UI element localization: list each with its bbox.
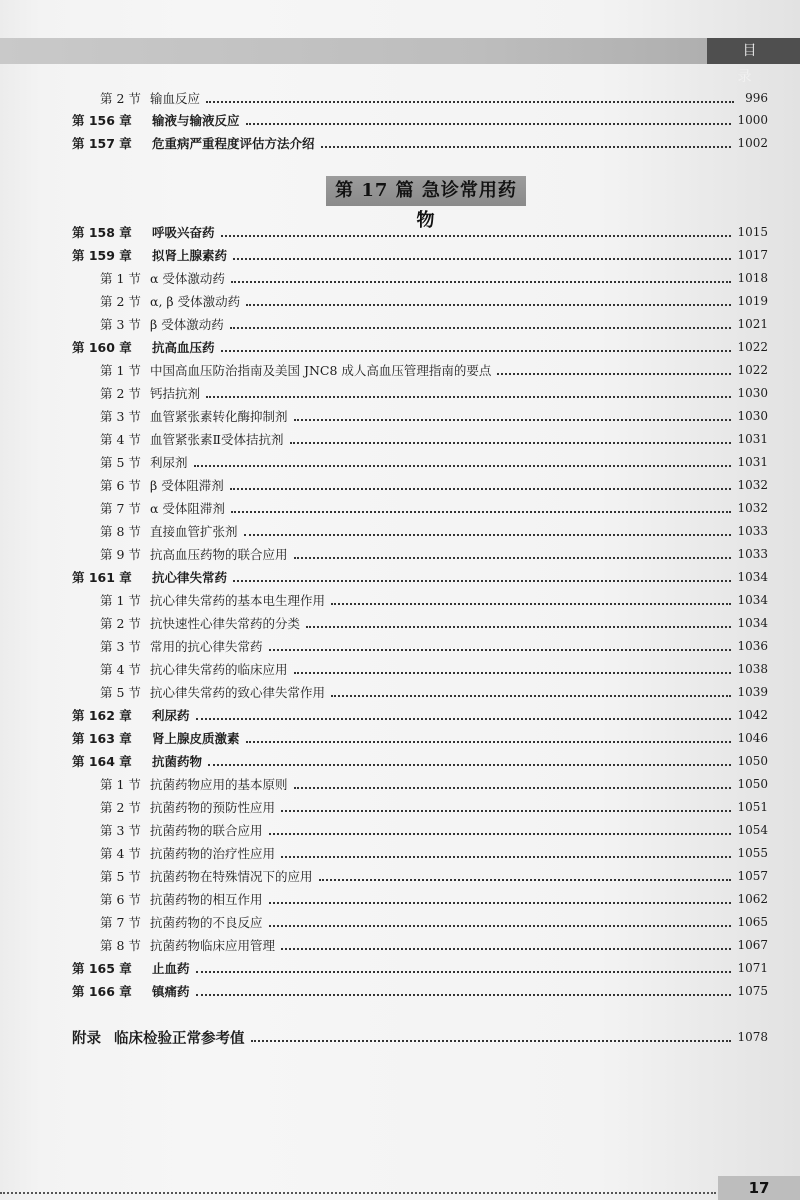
- chapter-number: 第 159 章: [72, 248, 132, 263]
- entry-title: 危重病严重程度评估方法介绍: [152, 136, 315, 151]
- entry-title: β 受体激动药: [150, 317, 224, 332]
- page-number: 1022: [737, 363, 768, 377]
- entry-title: 直接血管扩张剂: [150, 524, 238, 539]
- toc-section-entry[interactable]: [100, 291, 768, 311]
- section-number: 第 5 节: [100, 869, 141, 884]
- section-number: 第 2 节: [100, 616, 141, 631]
- dot-leader: [269, 925, 732, 927]
- entry-title: 抗快速性心律失常药的分类: [150, 616, 301, 631]
- page-number: 1050: [737, 777, 768, 791]
- entry-title: 抗菌药物应用的基本原则: [150, 777, 288, 792]
- section-number: 第 3 节: [100, 639, 141, 654]
- toc-section-entry[interactable]: [100, 268, 768, 288]
- entry-title: 拟肾上腺素药: [152, 248, 228, 263]
- toc-section-entry[interactable]: [100, 498, 768, 518]
- toc-section-entry[interactable]: [100, 383, 768, 403]
- toc-section-entry[interactable]: [100, 521, 768, 541]
- dot-leader: [269, 833, 732, 835]
- page-number: 1034: [737, 593, 768, 607]
- page-number: 1030: [737, 409, 768, 423]
- section-number: 第 6 节: [100, 892, 141, 907]
- toc-section-entry[interactable]: [100, 912, 768, 932]
- entry-title: 镇痛药: [152, 984, 190, 999]
- page-number: 1032: [737, 501, 768, 515]
- entry-title: 常用的抗心律失常药: [150, 639, 263, 654]
- toc-section-entry[interactable]: [100, 636, 768, 656]
- section-number: 第 9 节: [100, 547, 141, 562]
- dot-leader: [269, 902, 732, 904]
- toc-chapter-entry[interactable]: [72, 245, 768, 265]
- dot-leader: [196, 971, 732, 973]
- page-number: 1039: [737, 685, 768, 699]
- dot-leader: [221, 235, 732, 237]
- toc-section-entry[interactable]: [100, 843, 768, 863]
- dot-leader: [230, 327, 732, 329]
- header-band: [0, 38, 800, 64]
- section-number: 第 1 节: [100, 363, 141, 378]
- page-number: 1051: [737, 800, 768, 814]
- page-number: 1075: [737, 984, 768, 998]
- header-section-title: 目 录: [707, 38, 800, 64]
- page-number: 1033: [737, 547, 768, 561]
- toc-chapter-entry[interactable]: [72, 337, 768, 357]
- entry-title: α 受体阻滞剂: [150, 501, 225, 516]
- part-heading: 第 17 篇 急诊常用药物: [326, 176, 526, 206]
- section-number: 第 4 节: [100, 846, 141, 861]
- entry-title: 利尿药: [152, 708, 190, 723]
- entry-title: 利尿剂: [150, 455, 188, 470]
- footer-dotted-rule: [0, 1192, 716, 1194]
- dot-leader: [281, 810, 731, 812]
- section-number: 第 7 节: [100, 501, 141, 516]
- page-number: 1022: [737, 340, 768, 354]
- chapter-number: 第 157 章: [72, 136, 132, 151]
- section-number: 第 5 节: [100, 685, 141, 700]
- entry-title: 抗心律失常药的致心律失常作用: [150, 685, 326, 700]
- toc-chapter-entry[interactable]: [72, 728, 768, 748]
- entry-title: β 受体阻滞剂: [150, 478, 224, 493]
- page-number: 1034: [737, 616, 768, 630]
- toc-section-entry[interactable]: [100, 682, 768, 702]
- dot-leader: [206, 396, 731, 398]
- page-number: 1057: [737, 869, 768, 883]
- toc-section-entry[interactable]: [100, 88, 768, 108]
- entry-title: 抗菌药物临床应用管理: [150, 938, 276, 953]
- page-number: 1046: [737, 731, 768, 745]
- page-number: 1071: [737, 961, 768, 975]
- toc-chapter-entry[interactable]: [72, 981, 768, 1001]
- section-number: 第 4 节: [100, 662, 141, 677]
- toc-section-entry[interactable]: [100, 314, 768, 334]
- section-number: 第 3 节: [100, 317, 141, 332]
- page-number: 1031: [737, 455, 768, 469]
- section-number: 第 6 节: [100, 478, 141, 493]
- page-number: 1054: [737, 823, 768, 837]
- toc-section-entry[interactable]: [100, 659, 768, 679]
- entry-title: 抗心律失常药的基本电生理作用: [150, 593, 326, 608]
- entry-title: 呼吸兴奋药: [152, 225, 215, 240]
- toc-appendix-entry[interactable]: [72, 1027, 768, 1047]
- entry-title: 抗菌药物: [152, 754, 203, 769]
- dot-leader: [231, 511, 732, 513]
- chapter-number: 第 161 章: [72, 570, 132, 585]
- page-number: 1018: [737, 271, 768, 285]
- section-number: 第 8 节: [100, 524, 141, 539]
- dot-leader: [233, 580, 731, 582]
- dot-leader: [251, 1040, 732, 1042]
- dot-leader: [206, 101, 734, 103]
- toc-section-entry[interactable]: [100, 774, 768, 794]
- toc-section-entry[interactable]: [100, 429, 768, 449]
- section-number: 第 1 节: [100, 593, 141, 608]
- entry-title: 抗菌药物的治疗性应用: [150, 846, 276, 861]
- section-number: 第 2 节: [100, 91, 141, 106]
- toc-section-entry[interactable]: [100, 935, 768, 955]
- entry-title: 止血药: [152, 961, 190, 976]
- section-number: 第 7 节: [100, 915, 141, 930]
- page-number: 1050: [737, 754, 768, 768]
- page-number: 1042: [737, 708, 768, 722]
- section-number: 第 8 节: [100, 938, 141, 953]
- page-number: 1030: [737, 386, 768, 400]
- section-number: 第 1 节: [100, 271, 141, 286]
- entry-title: 血管紧张素转化酶抑制剂: [150, 409, 288, 424]
- page-number: 1038: [737, 662, 768, 676]
- toc-section-entry[interactable]: [100, 406, 768, 426]
- section-number: 第 2 节: [100, 386, 141, 401]
- dot-leader: [196, 718, 732, 720]
- dot-leader: [244, 534, 732, 536]
- entry-title: 抗高血压药: [152, 340, 215, 355]
- toc-section-entry[interactable]: [100, 475, 768, 495]
- toc-section-entry[interactable]: [100, 613, 768, 633]
- dot-leader: [221, 350, 732, 352]
- toc-section-entry[interactable]: [100, 866, 768, 886]
- toc-section-entry[interactable]: [100, 590, 768, 610]
- page-number: 1021: [737, 317, 768, 331]
- entry-title: 抗高血压药物的联合应用: [150, 547, 288, 562]
- chapter-number: 第 166 章: [72, 984, 132, 999]
- entry-title: 抗菌药物的预防性应用: [150, 800, 276, 815]
- dot-leader: [246, 741, 732, 743]
- dot-leader: [246, 304, 731, 306]
- page-number: 1065: [737, 915, 768, 929]
- page-number: 1033: [737, 524, 768, 538]
- dot-leader: [231, 281, 732, 283]
- chapter-number: 第 160 章: [72, 340, 132, 355]
- entry-title: 抗菌药物的联合应用: [150, 823, 263, 838]
- entry-title: 输液与输液反应: [152, 113, 240, 128]
- toc-section-entry[interactable]: [100, 360, 768, 380]
- section-number: 第 1 节: [100, 777, 141, 792]
- entry-title: 抗菌药物的相互作用: [150, 892, 263, 907]
- dot-leader: [497, 373, 731, 375]
- toc-chapter-entry[interactable]: [72, 958, 768, 978]
- page-number: 1067: [737, 938, 768, 952]
- dot-leader: [269, 649, 732, 651]
- dot-leader: [230, 488, 732, 490]
- toc-chapter-entry[interactable]: [72, 110, 768, 130]
- toc-chapter-entry[interactable]: [72, 133, 768, 153]
- page-number: 1062: [737, 892, 768, 906]
- entry-title: 抗菌药物的不良反应: [150, 915, 263, 930]
- dot-leader: [233, 258, 731, 260]
- page-number: 1015: [737, 225, 768, 239]
- chapter-number: 第 158 章: [72, 225, 132, 240]
- section-number: 第 3 节: [100, 409, 141, 424]
- chapter-number: 第 163 章: [72, 731, 132, 746]
- page-number: 1019: [737, 294, 768, 308]
- footer-page-number: 17: [718, 1176, 800, 1200]
- dot-leader: [319, 879, 732, 881]
- entry-title: α 受体激动药: [150, 271, 225, 286]
- toc-chapter-entry[interactable]: [72, 222, 768, 242]
- dot-leader: [294, 419, 732, 421]
- page-number: 1055: [737, 846, 768, 860]
- toc-chapter-entry[interactable]: [72, 567, 768, 587]
- section-number: 第 5 节: [100, 455, 141, 470]
- section-number: 第 3 节: [100, 823, 141, 838]
- chapter-number: 第 156 章: [72, 113, 132, 128]
- toc-chapter-entry[interactable]: [72, 705, 768, 725]
- entry-title: 抗心律失常药: [152, 570, 228, 585]
- page-number: 1036: [737, 639, 768, 653]
- chapter-number: 第 164 章: [72, 754, 132, 769]
- dot-leader: [208, 764, 731, 766]
- dot-leader: [281, 948, 731, 950]
- section-number: 第 4 节: [100, 432, 141, 447]
- dot-leader: [294, 672, 732, 674]
- toc-chapter-entry[interactable]: [72, 751, 768, 771]
- dot-leader: [331, 695, 731, 697]
- entry-title: 中国高血压防治指南及美国 JNC8 成人高血压管理指南的要点: [150, 363, 492, 378]
- chapter-number: 第 165 章: [72, 961, 132, 976]
- page-number: 1034: [737, 570, 768, 584]
- dot-leader: [281, 856, 731, 858]
- toc-section-entry[interactable]: [100, 452, 768, 472]
- section-number: 第 2 节: [100, 294, 141, 309]
- page-number: 1032: [737, 478, 768, 492]
- page-number: 1078: [737, 1030, 768, 1044]
- toc-section-entry[interactable]: [100, 889, 768, 909]
- dot-leader: [306, 626, 731, 628]
- dot-leader: [294, 787, 732, 789]
- appendix-label: 附录: [72, 1030, 101, 1047]
- dot-leader: [331, 603, 731, 605]
- dot-leader: [246, 123, 732, 125]
- page-number: 1000: [737, 113, 768, 127]
- chapter-number: 第 162 章: [72, 708, 132, 723]
- dot-leader: [294, 557, 732, 559]
- entry-title: 抗菌药物在特殊情况下的应用: [150, 869, 313, 884]
- entry-title: 钙拮抗剂: [150, 386, 201, 401]
- entry-title: 输血反应: [150, 91, 201, 106]
- page-number: 1002: [737, 136, 768, 150]
- entry-title: α, β 受体激动药: [150, 294, 241, 309]
- dot-leader: [290, 442, 732, 444]
- page-number: 1017: [737, 248, 768, 262]
- entry-title: 血管紧张素Ⅱ受体拮抗剂: [150, 432, 284, 447]
- page-number: 1031: [737, 432, 768, 446]
- page-number: 996: [745, 91, 768, 105]
- dot-leader: [194, 465, 732, 467]
- dot-leader: [321, 146, 732, 148]
- entry-title: 肾上腺皮质激素: [152, 731, 240, 746]
- toc-section-entry[interactable]: [100, 544, 768, 564]
- section-number: 第 2 节: [100, 800, 141, 815]
- dot-leader: [196, 994, 732, 996]
- toc-section-entry[interactable]: [100, 820, 768, 840]
- appendix-title: 临床检验正常参考值: [114, 1030, 245, 1047]
- entry-title: 抗心律失常药的临床应用: [150, 662, 288, 677]
- toc-section-entry[interactable]: [100, 797, 768, 817]
